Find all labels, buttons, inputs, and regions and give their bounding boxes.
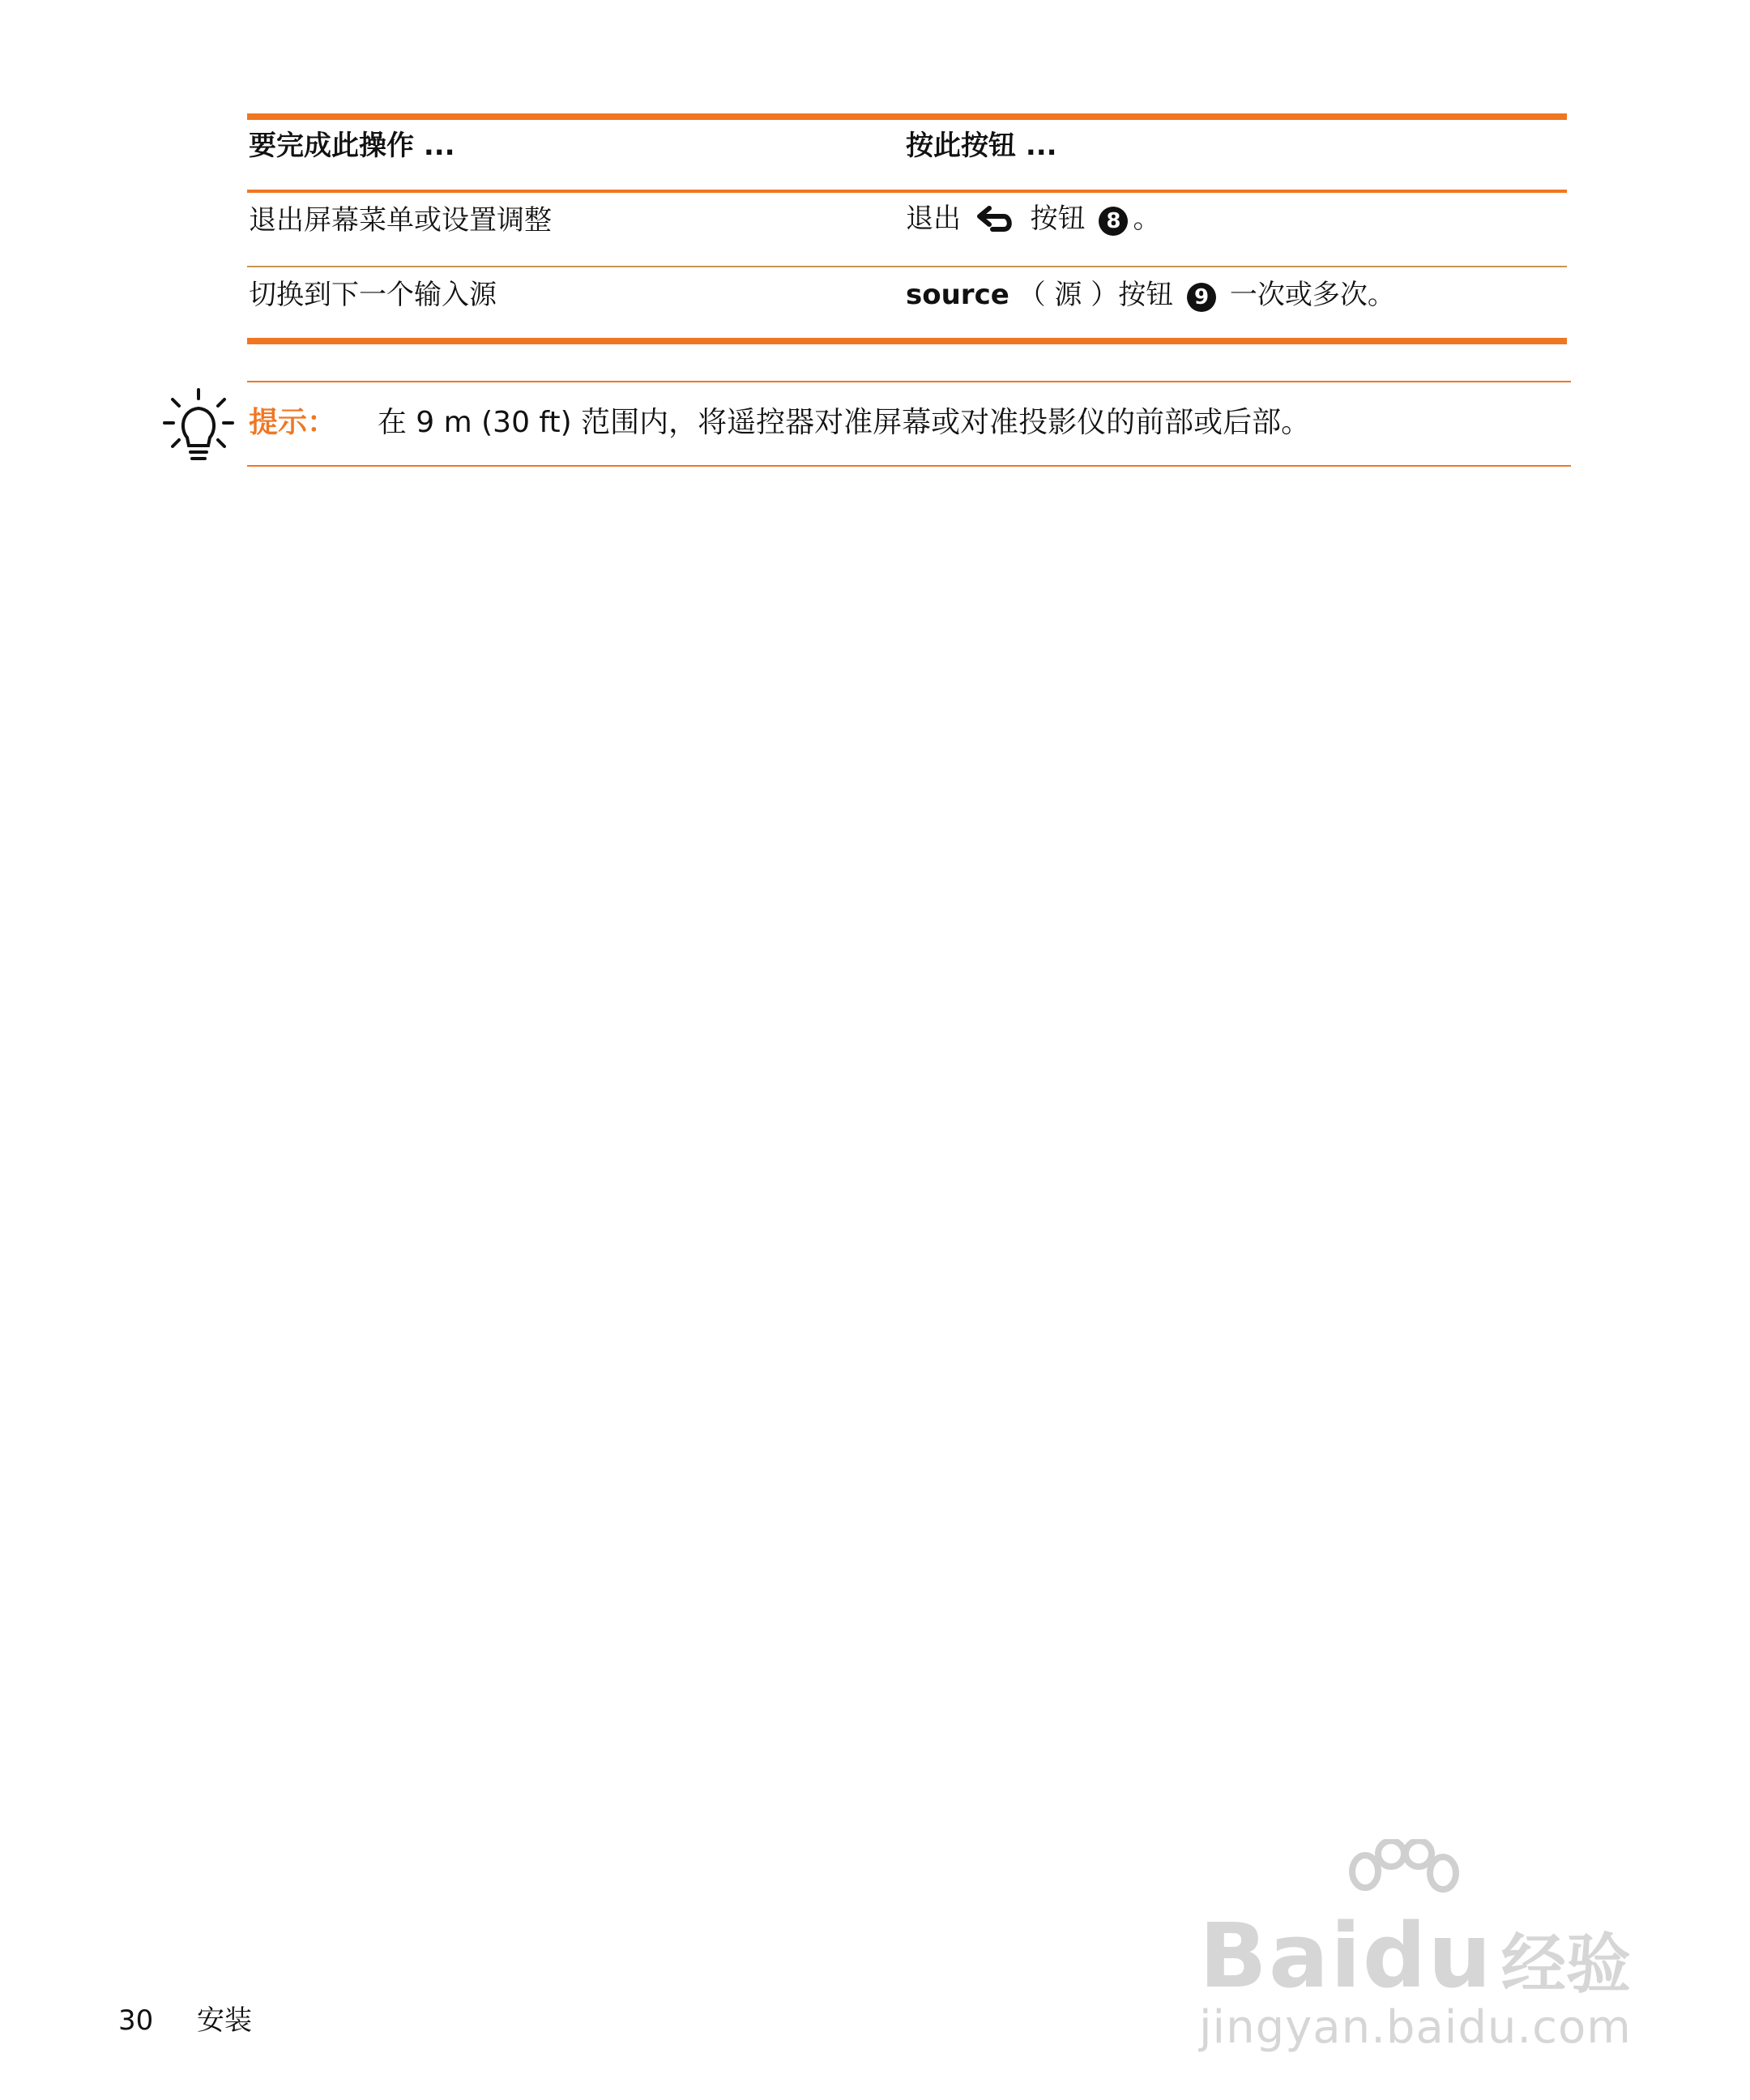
watermark-brand2: du [1362,1904,1493,2008]
watermark-brand: Bai [1199,1904,1363,2008]
watermark-brand-cn: 经验 [1500,1927,1631,2002]
row-2-button-post: 一次或多次。 [1229,279,1395,311]
tip-label: 提示： [249,406,337,439]
footer-section: 安装 [197,2004,252,2037]
row-1-button-pre: 退出 [906,203,961,235]
table-row-2-button [906,279,1395,312]
page-number: 30 [118,2004,154,2037]
baidu-watermark [1199,1839,1653,2054]
tip-bottom-rule [247,465,1571,467]
row-1-button-mid: 按钮 [1030,203,1086,235]
table-header-rule [247,190,1567,193]
lightbulb-icon [162,387,235,468]
table-top-rule [247,113,1567,120]
table-header-action: 要完成此操作 ... [249,130,455,162]
tip-content [249,407,1310,439]
row-1-button-post: 。 [1133,203,1161,235]
watermark-url: jingyan.baidu.com [1199,2001,1632,2054]
table-row-1-button [906,203,1160,240]
callout-number-9: 9 [1187,283,1216,312]
table-row-2-action: 切换到下一个输入源 [249,279,497,311]
tip-top-rule [247,381,1571,382]
table-row-divider [247,266,1567,267]
callout-number-8: 8 [1099,207,1128,236]
tip-text: 在 9 m (30 ft) 范围内，将遥控器对准屏幕或对准投影仪的前部或后部。 [377,406,1311,439]
table-bottom-rule [247,338,1567,344]
return-arrow-icon [976,205,1015,240]
table-header-button: 按此按钮 ... [906,130,1057,162]
source-button-label: source [906,279,1009,311]
row-2-button-pre: （ 源 ）按钮 [1018,279,1174,311]
table-row-1-action: 退出屏幕菜单或设置调整 [249,204,552,237]
